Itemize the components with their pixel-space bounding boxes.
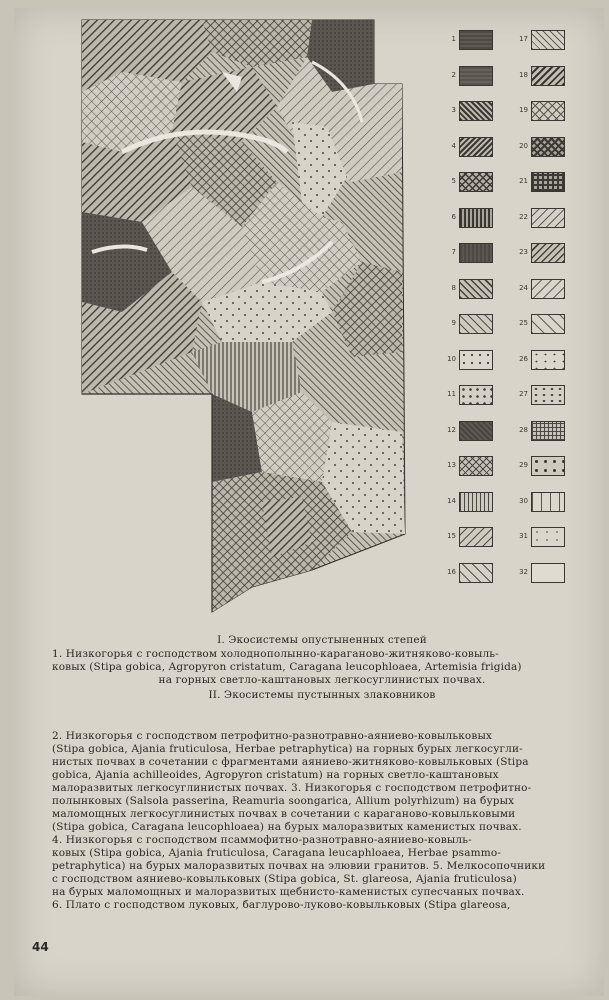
legend-entry	[512, 30, 582, 52]
text-line: (Stipa gobica, Ajania fruticulosa, Herbae petraphytica) на горных бурых легкосугли-	[52, 743, 523, 755]
legend-number: 27	[519, 390, 528, 398]
legend-swatch	[459, 243, 493, 263]
legend-number: 3	[451, 106, 456, 114]
legend-number: 17	[519, 35, 528, 43]
legend-entry	[440, 314, 510, 336]
legend-swatch	[459, 456, 493, 476]
legend-entry	[512, 456, 582, 478]
legend-entry	[512, 243, 582, 265]
legend-number: 24	[519, 283, 528, 292]
legend-swatch	[531, 421, 565, 441]
legend-swatch	[459, 208, 493, 228]
text-line: с господством аяниево-ковыльковых (Stipa gobica, St. glareosa, Ajania fruticulosa)	[52, 873, 517, 885]
page-number: 44	[32, 940, 49, 954]
legend-swatch	[531, 563, 565, 583]
legend-swatch	[459, 66, 493, 86]
legend-entry	[512, 527, 582, 549]
legend-swatch	[531, 527, 565, 547]
legend-number: 31	[519, 532, 528, 540]
legend-number: 13	[447, 461, 456, 469]
legend-swatch	[459, 350, 493, 370]
text-line: малоразвитых легкосуглинистых почвах. 3. Низкогорья с господством петрофитно-	[52, 782, 532, 794]
legend-swatch	[459, 137, 493, 157]
legend-entry	[440, 66, 510, 88]
legend-swatch	[459, 492, 493, 512]
legend-swatch	[459, 563, 493, 583]
section-heading-1: I. Экосистемы опустыненных степей	[217, 634, 427, 646]
text-line: маломощных легкосуглинистых почвах в сочетании с карагановo-ковыльковыми	[52, 808, 516, 820]
legend-entry	[440, 101, 510, 123]
text-line: 4. Низкогорья с господством псаммофитно-разнотравно-аяниево-ковыль-	[52, 834, 472, 846]
legend-number: 15	[447, 532, 456, 540]
text-line: на бурых маломощных и малоразвитых щебнисто-каменистых супесчаных почвах.	[52, 886, 525, 898]
legend-swatch	[459, 421, 493, 441]
text-line: нистых почвах в сочетании с фрагментами аяниево-житняково-ковыльковых (Stipa	[52, 756, 529, 768]
text-line: 6. Плато с господством луковых, баглурово-луково-ковыльковых (Stipa glareosa,	[52, 899, 511, 911]
legend-entry	[512, 279, 582, 301]
legend-number: 1	[451, 35, 456, 43]
legend-entry	[512, 66, 582, 88]
legend-entry	[440, 563, 510, 585]
legend-entry	[512, 385, 582, 407]
legend-entry	[440, 243, 510, 265]
legend-swatch	[531, 385, 565, 405]
text-line: ковых (Stipa gobica, Ajania fruticulosa, Caragana leucaphloaea, Herbae psammo-	[52, 847, 501, 859]
legend-entry	[512, 172, 582, 194]
legend-item-1	[52, 648, 592, 687]
legend-entry	[440, 527, 510, 549]
legend-swatch	[531, 350, 565, 370]
text-line: на горных светло-каштановых легкосуглинистых почвах.	[158, 674, 486, 686]
legend-entry	[440, 137, 510, 159]
legend-number: 5	[451, 177, 456, 185]
legend-number: 6	[451, 212, 456, 221]
text-line: (Stipa gobica, Caragana leucophloaea) на бурых малоразвитых каменистых почвах.	[52, 821, 522, 833]
legend-number: 30	[519, 496, 528, 505]
legend-entry	[440, 208, 510, 230]
legend-swatch	[531, 279, 565, 299]
legend-entry	[512, 314, 582, 336]
legend-number: 8	[451, 283, 456, 292]
legend-number: 18	[519, 70, 528, 79]
legend-swatch	[531, 208, 565, 228]
legend-number: 12	[447, 425, 456, 434]
legend-number: 10	[447, 354, 456, 363]
legend-swatch	[459, 279, 493, 299]
legend-number: 25	[519, 319, 528, 327]
legend-number: 9	[451, 319, 456, 327]
legend-entry	[512, 137, 582, 159]
legend-number: 19	[519, 106, 528, 114]
legend-entry	[440, 30, 510, 52]
legend-number: 16	[447, 567, 456, 576]
text-line: petraphytica) на бурых малоразвитых почвах на элювии гранитов. 5. Мелкосопочники	[52, 860, 546, 872]
vegetation-map	[62, 12, 427, 622]
legend-number: 21	[519, 177, 528, 185]
legend-entry	[440, 350, 510, 372]
legend-entry	[512, 208, 582, 230]
legend-swatch	[459, 172, 493, 192]
section-heading-2: II. Экосистемы пустынных злаковников	[208, 689, 436, 701]
legend-swatch	[459, 30, 493, 50]
legend-number: 32	[519, 567, 528, 576]
legend-swatch	[531, 243, 565, 263]
legend-entry	[512, 350, 582, 372]
legend-entry	[440, 492, 510, 514]
legend-number: 14	[447, 496, 456, 505]
legend-entry	[512, 101, 582, 123]
legend-entry	[440, 421, 510, 443]
map-legend	[440, 30, 590, 610]
legend-entry	[440, 172, 510, 194]
legend-swatch	[459, 101, 493, 121]
map-svg	[62, 12, 427, 622]
legend-swatch	[531, 137, 565, 157]
legend-swatch	[531, 456, 565, 476]
legend-number: 20	[519, 141, 528, 150]
legend-swatch	[459, 385, 493, 405]
legend-swatch	[531, 30, 565, 50]
legend-swatch	[459, 527, 493, 547]
legend-number: 4	[451, 141, 456, 150]
legend-number: 2	[451, 70, 456, 79]
legend-swatch	[531, 101, 565, 121]
legend-entry	[512, 492, 582, 514]
text-line: 2. Низкогорья с господством петрофитно-разнотравно-аяниево-ковыльковых	[52, 730, 493, 742]
legend-number: 22	[519, 212, 528, 221]
legend-entry	[440, 385, 510, 407]
legend-swatch	[531, 66, 565, 86]
legend-entry	[512, 563, 582, 585]
legend-entry	[512, 421, 582, 443]
legend-number: 23	[519, 248, 528, 256]
body-text	[52, 730, 592, 912]
text-line: gobica, Ajania achilleoides, Agropyron cristatum) на горных светло-каштановых	[52, 769, 499, 781]
text-line: ковых (Stipa gobica, Agropyron cristatum, Caragana leucophloaea, Artemisia frigida)	[52, 661, 522, 673]
legend-entry	[440, 456, 510, 478]
text-line: 1. Низкогорья с господством холоднополынно-карагановo-житняково-ковыль-	[52, 648, 499, 660]
legend-number: 7	[451, 248, 456, 256]
legend-entry	[440, 279, 510, 301]
legend-number: 28	[519, 425, 528, 434]
legend-number: 11	[447, 390, 456, 398]
legend-swatch	[531, 172, 565, 192]
text-line: полынковых (Salsola passerina, Reamuria soongarica, Allium polyrhizum) на бурых	[52, 795, 515, 807]
legend-number: 29	[519, 461, 528, 469]
legend-swatch	[531, 314, 565, 334]
legend-swatch	[459, 314, 493, 334]
legend-swatch	[531, 492, 565, 512]
legend-number: 26	[519, 354, 528, 363]
